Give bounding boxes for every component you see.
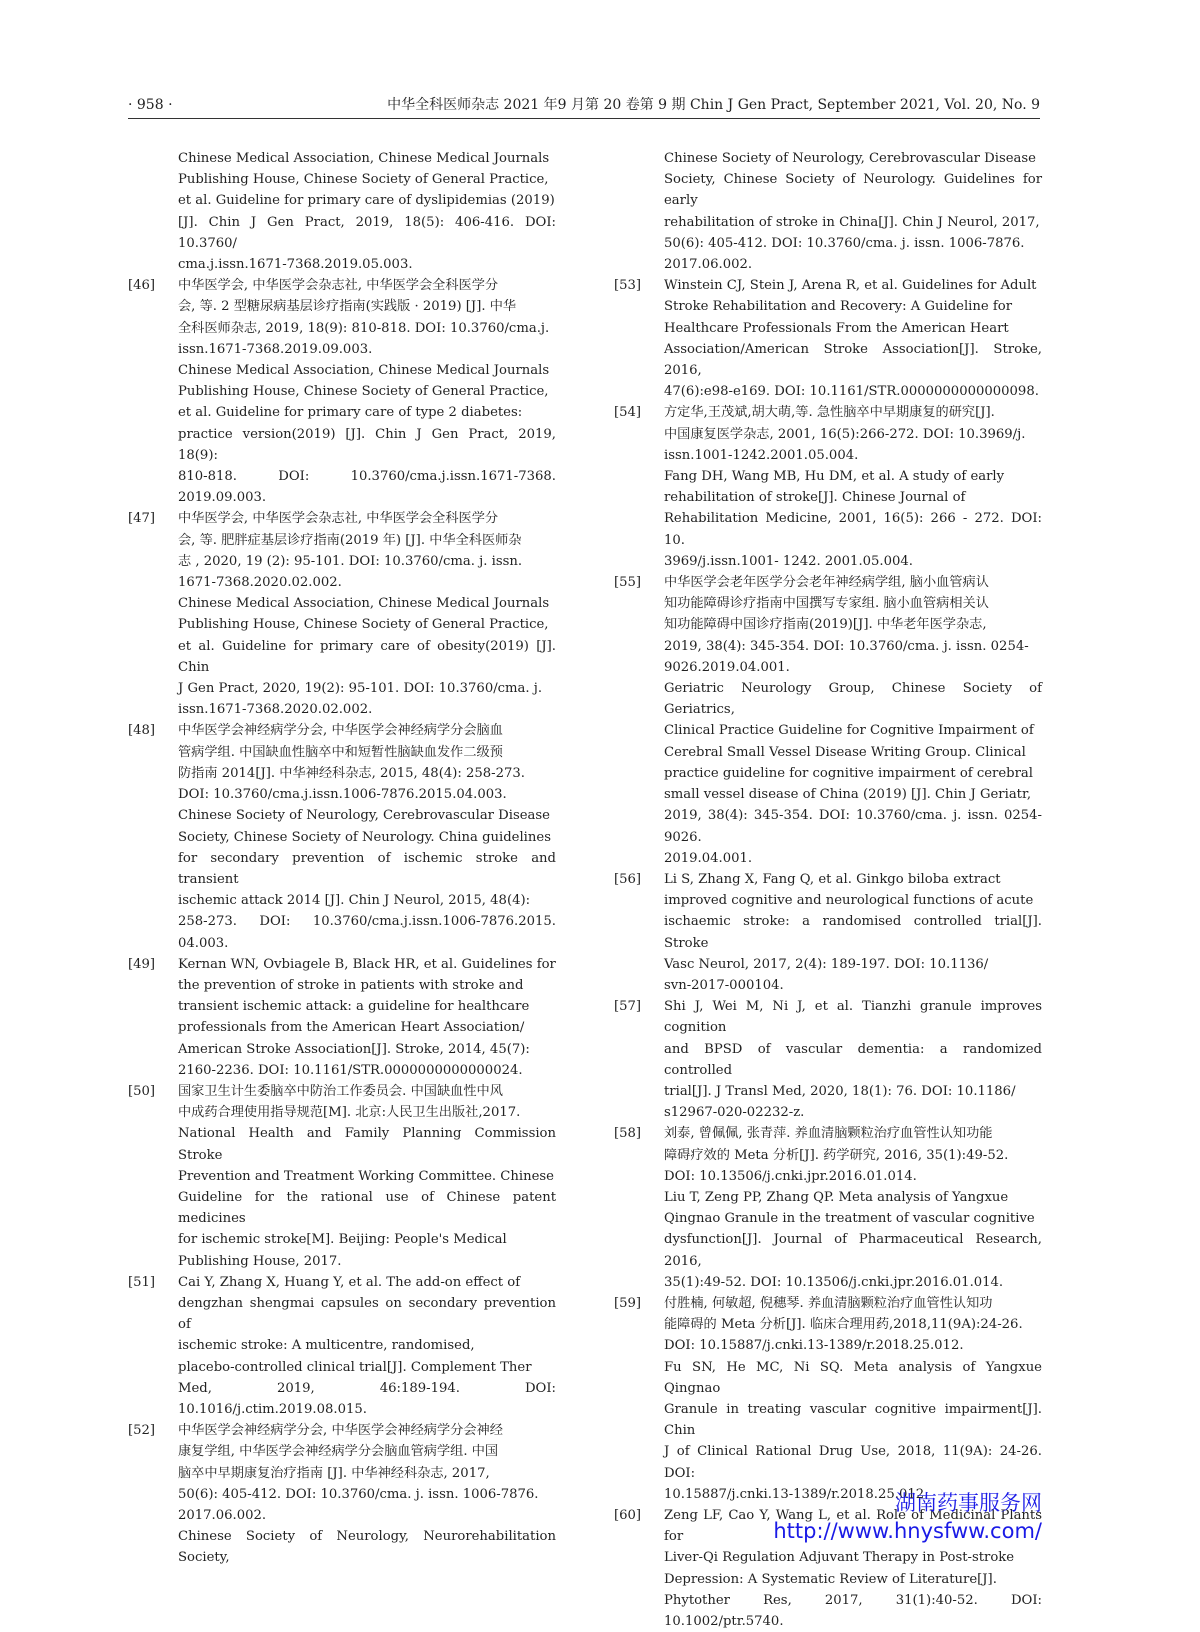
reference-text-line: et al. Guideline for primary care of type 2 diabetes: xyxy=(178,405,523,421)
reference-text-line: 国家卫生计生委脑卒中防治工作委员会. 中国缺血性中风 xyxy=(178,1083,503,1099)
reference-text-line: 中华医学会, 中华医学会杂志社, 中华医学会全科医学分 xyxy=(178,278,499,294)
reference-text-line: Qingnao Granule in the treatment of vascular cognitive xyxy=(664,1211,1035,1227)
reference-text-line: Clinical Practice Guideline for Cognitive Impairment of xyxy=(664,723,1034,739)
reference-text-line: rehabilitation of stroke[J]. Chinese Journal of xyxy=(664,490,966,506)
reference-text-line: Association/American Stroke Association[J]. Stroke, 2016, xyxy=(664,341,1042,379)
reference-entry xyxy=(614,869,1042,996)
reference-text-line: Shi J, Wei M, Ni J, et al. Tianzhi granule improves cognition xyxy=(664,999,1042,1036)
reference-text-line: for ischemic stroke[M]. Beijing: People's Medical xyxy=(178,1232,507,1248)
reference-text-line: 中国康复医学杂志, 2001, 16(5):266-272. DOI: 10.3969/j. xyxy=(664,426,1026,442)
reference-text-line: 中华医学会, 中华医学会杂志社, 中华医学会全科医学分 xyxy=(178,511,499,527)
reference-entry xyxy=(614,275,1042,402)
reference-entry xyxy=(614,1293,1042,1505)
reference-text-line: 付胜楠, 何敏超, 倪穗琴. 养血清脑颗粒治疗血管性认知功 xyxy=(664,1295,993,1311)
reference-entry xyxy=(128,1081,556,1272)
reference-text-line: 47(6):e98-e169. DOI: 10.1161/STR.0000000000000098. xyxy=(664,384,1039,400)
reference-text-line: Chinese Medical Association, Chinese Medical Journals xyxy=(178,151,550,166)
reference-number: [49] xyxy=(128,956,156,972)
reference-text-line: Publishing House, 2017. xyxy=(178,1253,342,1269)
reference-text-line: Fang DH, Wang MB, Hu DM, et al. A study of early xyxy=(664,469,1005,485)
reference-text-line: Geriatric Neurology Group, Chinese Society of Geriatrics, xyxy=(664,681,1042,718)
reference-text-line: et al. Guideline for primary care of dyslipidemias (2019) xyxy=(178,193,555,209)
reference-number: [46] xyxy=(128,278,156,294)
reference-text-line: professionals from the American Heart Association/ xyxy=(178,1020,525,1036)
reference-text-line: Zeng LF, Cao Y, Wang L, et al. Role of Medicinal Plants for xyxy=(664,1508,1042,1545)
reference-text-line: J of Clinical Rational Drug Use, 2018, 11(9A): 24-26. DOI: xyxy=(664,1444,1042,1481)
reference-text-line: Guideline for the rational use of Chinese patent medicines xyxy=(178,1189,556,1227)
reference-text-line: Winstein CJ, Stein J, Arena R, et al. Guidelines for Adult xyxy=(664,278,1037,294)
reference-text xyxy=(178,1081,556,1272)
reference-text-line: improved cognitive and neurological functions of acute xyxy=(664,893,1034,909)
reference-entry xyxy=(128,1272,556,1420)
reference-text-line: 知功能障碍诊疗指南中国撰写专家组. 脑小血管病相关认 xyxy=(664,596,989,612)
reference-text-line: issn.1671-7368.2019.09.003. xyxy=(178,341,373,357)
reference-text-line: Chinese Society of Neurology, Cerebrovascular Disease xyxy=(178,808,550,824)
reference-text-line: Publishing House, Chinese Society of General Practice, xyxy=(178,617,549,633)
reference-entry xyxy=(128,954,556,1081)
reference-text xyxy=(178,508,556,720)
reference-text-line: for secondary prevention of ischemic stroke and transient xyxy=(178,850,556,887)
reference-text-line: 会, 等. 2 型糖尿病基层诊疗指南(实践版 · 2019) [J]. 中华 xyxy=(178,299,517,315)
reference-text-line: ischemic stroke: A multicentre, randomised, xyxy=(178,1338,475,1354)
reference-text-line: practice version(2019) [J]. Chin J Gen Pract, 2019, 18(9): xyxy=(178,426,556,463)
reference-text-line: Society, Chinese Society of Neurology. China guidelines xyxy=(178,829,551,845)
reference-number: [54] xyxy=(614,405,642,421)
reference-text-line: placebo-controlled clinical trial[J]. Complement Ther xyxy=(178,1359,532,1375)
reference-entry xyxy=(128,275,556,508)
reference-text-line: Stroke Rehabilitation and Recovery: A Guideline for xyxy=(664,299,1013,315)
reference-text-line: American Stroke Association[J]. Stroke, 2014, 45(7): xyxy=(178,1041,530,1057)
reference-text-line: 方定华,王茂斌,胡大萌,等. 急性脑卒中早期康复的研究[J]. xyxy=(664,405,995,421)
reference-text xyxy=(178,275,556,508)
reference-number: [47] xyxy=(128,511,156,527)
reference-text-line: practice guideline for cognitive impairment of cerebral xyxy=(664,765,1033,781)
reference-text-line: Publishing House, Chinese Society of General Practice, xyxy=(178,172,549,188)
reference-text-line: 脑卒中早期康复治疗指南 [J]. 中华神经科杂志, 2017, xyxy=(178,1465,490,1481)
reference-entry xyxy=(614,148,1042,275)
reference-text-line: 2017.06.002. xyxy=(664,257,753,273)
reference-text xyxy=(178,1272,556,1420)
reference-text-line: small vessel disease of China (2019) [J]. Chin J Geriatr, xyxy=(664,787,1032,803)
reference-text-line: Chinese Society of Neurology, Neurorehabilitation Society, xyxy=(178,1529,556,1566)
reference-text-line: ischaemic stroke: a randomised controlled trial[J]. Stroke xyxy=(664,914,1042,951)
reference-text-line: Cai Y, Zhang X, Huang Y, et al. The add-on effect of xyxy=(178,1274,521,1290)
reference-text-line: svn-2017-000104. xyxy=(664,977,784,993)
reference-number: [57] xyxy=(614,999,642,1015)
reference-text-line: Publishing House, Chinese Society of General Practice, xyxy=(178,384,549,400)
reference-number: [52] xyxy=(128,1423,156,1439)
reference-text-line: 2019, 38(4): 345-354. DOI: 10.3760/cma. j. issn. 0254-9026. xyxy=(664,808,1042,845)
reference-text-line: 志 , 2020, 19 (2): 95-101. DOI: 10.3760/cma. j. issn. xyxy=(178,553,523,569)
reference-number: [55] xyxy=(614,575,642,591)
reference-text-line: Med, 2019, 46:189-194. DOI: 10.1016/j.ctim.2019.08.015. xyxy=(178,1380,556,1417)
reference-text-line: s12967-020-02232-z. xyxy=(664,1105,805,1121)
reference-text-line: the prevention of stroke in patients with stroke and xyxy=(178,977,524,993)
reference-number: [51] xyxy=(128,1274,156,1290)
reference-text-line: cma.j.issn.1671-7368.2019.05.003. xyxy=(178,257,413,273)
reference-text-line: 中华医学会神经病学分会, 中华医学会神经病学分会神经 xyxy=(178,1423,503,1439)
reference-text-line: Chinese Medical Association, Chinese Medical Journals xyxy=(178,596,550,612)
reference-text-line: J Gen Pract, 2020, 19(2): 95-101. DOI: 10.3760/cma. j. xyxy=(178,681,543,697)
reference-text-line: 810-818. DOI: 10.3760/cma.j.issn.1671-7368. 2019.09.003. xyxy=(178,469,556,506)
reference-text-line: 会, 等. 肥胖症基层诊疗指南(2019 年) [J]. 中华全科医师杂 xyxy=(178,532,522,548)
reference-text-line: 防指南 2014[J]. 中华神经科杂志, 2015, 48(4): 258-273. xyxy=(178,765,526,781)
reference-text-line: Chinese Medical Association, Chinese Medical Journals xyxy=(178,363,550,379)
reference-text-line: Cerebral Small Vessel Disease Writing Group. Clinical xyxy=(664,744,1026,760)
reference-number: [58] xyxy=(614,1126,642,1142)
reference-text-line: National Health and Family Planning Commission Stroke xyxy=(178,1126,556,1163)
reference-text xyxy=(664,402,1042,572)
reference-text-line: Healthcare Professionals From the American Heart xyxy=(664,320,1009,336)
site-watermark xyxy=(760,1488,1042,1544)
reference-number: [53] xyxy=(614,278,642,294)
reference-entry xyxy=(128,148,556,275)
reference-text-line: Li S, Zhang X, Fang Q, et al. Ginkgo biloba extract xyxy=(664,871,1001,887)
reference-text-line: 258-273. DOI: 10.3760/cma.j.issn.1006-7876.2015. 04.003. xyxy=(178,914,556,951)
reference-text-line: 50(6): 405-412. DOI: 10.3760/cma. j. issn. 1006-7876. xyxy=(664,235,1025,251)
reference-text-line: 2017.06.002. xyxy=(178,1508,267,1523)
reference-text xyxy=(664,1123,1042,1293)
reference-text-line: trial[J]. J Transl Med, 2020, 18(1): 76. DOI: 10.1186/ xyxy=(664,1083,1016,1099)
reference-number: [60] xyxy=(614,1508,642,1523)
reference-text-line: dengzhan shengmai capsules on secondary prevention of xyxy=(178,1295,556,1333)
reference-text-line: 知功能障碍中国诊疗指南(2019)[J]. 中华老年医学杂志, xyxy=(664,617,987,633)
reference-text-line: DOI: 10.13506/j.cnki.jpr.2016.01.014. xyxy=(664,1168,917,1184)
reference-text-line: 2019.04.001. xyxy=(664,850,753,866)
reference-text xyxy=(178,954,556,1081)
reference-text-line: Vasc Neurol, 2017, 2(4): 189-197. DOI: 10.1136/ xyxy=(664,956,989,972)
reference-text-line: 能障碍的 Meta 分析[J]. 临床合理用药,2018,11(9A):24-26. xyxy=(664,1317,1023,1333)
reference-text-line: 全科医师杂志, 2019, 18(9): 810-818. DOI: 10.3760/cma.j. xyxy=(178,320,550,336)
reference-number: [48] xyxy=(128,723,156,739)
reference-entry xyxy=(614,402,1042,572)
reference-text-line: 2019, 38(4): 345-354. DOI: 10.3760/cma. j. issn. 0254- xyxy=(664,638,1029,654)
reference-text-line: Depression: A Systematic Review of Literature[J]. xyxy=(664,1571,997,1587)
reference-text-line: 9026.2019.04.001. xyxy=(664,659,790,675)
reference-text-line: Liu T, Zeng PP, Zhang QP. Meta analysis of Yangxue xyxy=(664,1189,1009,1205)
watermark-site-name: 湖南药事服务网 xyxy=(895,1491,1042,1515)
reference-text-line: rehabilitation of stroke in China[J]. Chin J Neurol, 2017, xyxy=(664,214,1040,230)
reference-text-line: 刘泰, 曾佩佩, 张青萍. 养血清脑颗粒治疗血管性认知功能 xyxy=(664,1126,993,1142)
reference-text xyxy=(664,869,1042,996)
reference-entry xyxy=(614,1123,1042,1293)
reference-text-line: 障碍疗效的 Meta 分析[J]. 药学研究, 2016, 35(1):49-52. xyxy=(664,1147,1009,1163)
reference-column-left xyxy=(128,148,556,1569)
reference-text-line: [J]. Chin J Gen Pract, 2019, 18(5): 406-416. DOI: 10.3760/ xyxy=(178,214,556,251)
reference-text-line: 35(1):49-52. DOI: 10.13506/j.cnki.jpr.2016.01.014. xyxy=(664,1274,1004,1290)
reference-text-line: DOI: 10.3760/cma.j.issn.1006-7876.2015.04.003. xyxy=(178,787,507,803)
reference-entry xyxy=(614,996,1042,1123)
watermark-url-link[interactable]: http://www.hnysfww.com/ xyxy=(773,1519,1042,1543)
reference-text-line: 康复学组, 中华医学会神经病学分会脑血管病学组. 中国 xyxy=(178,1444,499,1460)
reference-text-line: dysfunction[J]. Journal of Pharmaceutical Research, 2016, xyxy=(664,1232,1042,1269)
reference-text-line: issn.1671-7368.2020.02.002. xyxy=(178,702,373,718)
reference-text-line: 中华医学会老年医学分会老年神经病学组, 脑小血管病认 xyxy=(664,575,989,591)
reference-entry xyxy=(128,720,556,953)
reference-text xyxy=(664,996,1042,1123)
reference-entry xyxy=(128,508,556,720)
reference-text-line: transient ischemic attack: a guideline for healthcare xyxy=(178,999,530,1015)
reference-text-line: Fu SN, He MC, Ni SQ. Meta analysis of Yangxue Qingnao xyxy=(664,1359,1042,1396)
journal-citation-line: 中华全科医师杂志 2021 年9 月第 20 卷第 9 期 Chin J Gen Pract, September 2021, Vol. 20, No. 9 xyxy=(387,97,1040,113)
reference-text-line: 中华医学会神经病学分会, 中华医学会神经病学分会脑血 xyxy=(178,723,503,739)
reference-number: [59] xyxy=(614,1295,642,1311)
running-header xyxy=(128,96,1040,119)
reference-text-line: 10.15887/j.cnki.13-1389/r.2018.25.012. xyxy=(664,1486,929,1502)
reference-text xyxy=(178,720,556,953)
reference-text-line: Rehabilitation Medicine, 2001, 16(5): 266 - 272. DOI: 10. xyxy=(664,511,1042,548)
reference-text xyxy=(664,275,1042,402)
reference-text-line: issn.1001-1242.2001.05.004. xyxy=(664,447,859,463)
reference-text-line: DOI: 10.15887/j.cnki.13-1389/r.2018.25.012. xyxy=(664,1338,964,1354)
page-number: · 958 · xyxy=(128,97,173,113)
reference-text-line: 中成药合理使用指导规范[M]. 北京:人民卫生出版社,2017. xyxy=(178,1105,521,1121)
reference-text-line: 1671-7368.2020.02.002. xyxy=(178,575,342,591)
reference-text-line: Liver-Qi Regulation Adjuvant Therapy in Post-stroke xyxy=(664,1550,1015,1566)
reference-text-line: Kernan WN, Ovbiagele B, Black HR, et al. Guidelines for xyxy=(178,956,556,972)
reference-text-line: Prevention and Treatment Working Committee. Chinese xyxy=(178,1168,554,1184)
reference-text-line: 2160-2236. DOI: 10.1161/STR.0000000000000024. xyxy=(178,1062,523,1078)
reference-text-line: ischemic attack 2014 [J]. Chin J Neurol, 2015, 48(4): xyxy=(178,893,531,909)
reference-text-line: Phytother Res, 2017, 31(1):40-52. DOI: 10.1002/ptr.5740. xyxy=(664,1592,1042,1630)
reference-text-line: 3969/j.issn.1001- 1242. 2001.05.004. xyxy=(664,553,913,569)
reference-column-right xyxy=(614,148,1042,1632)
reference-text-line: Chinese Society of Neurology, Cerebrovascular Disease xyxy=(664,151,1036,166)
reference-text xyxy=(664,572,1042,869)
reference-number: [50] xyxy=(128,1083,156,1099)
reference-text-line: Society, Chinese Society of Neurology. Guidelines for early xyxy=(664,172,1042,209)
reference-text-line: and BPSD of vascular dementia: a randomized controlled xyxy=(664,1041,1042,1078)
reference-text-line: 50(6): 405-412. DOI: 10.3760/cma. j. issn. 1006-7876. xyxy=(178,1486,539,1502)
reference-text xyxy=(664,1293,1042,1505)
reference-text xyxy=(178,148,556,275)
reference-text xyxy=(178,1420,556,1568)
reference-text xyxy=(664,148,1042,275)
reference-number: [56] xyxy=(614,871,642,887)
reference-text-line: 管病学组. 中国缺血性脑卒中和短暂性脑缺血发作二级预 xyxy=(178,744,503,760)
reference-entry xyxy=(128,1420,556,1568)
reference-entry xyxy=(614,572,1042,869)
reference-text-line: et al. Guideline for primary care of obesity(2019) [J]. Chin xyxy=(178,638,556,675)
reference-text-line: Granule in treating vascular cognitive impairment[J]. Chin xyxy=(664,1401,1042,1439)
